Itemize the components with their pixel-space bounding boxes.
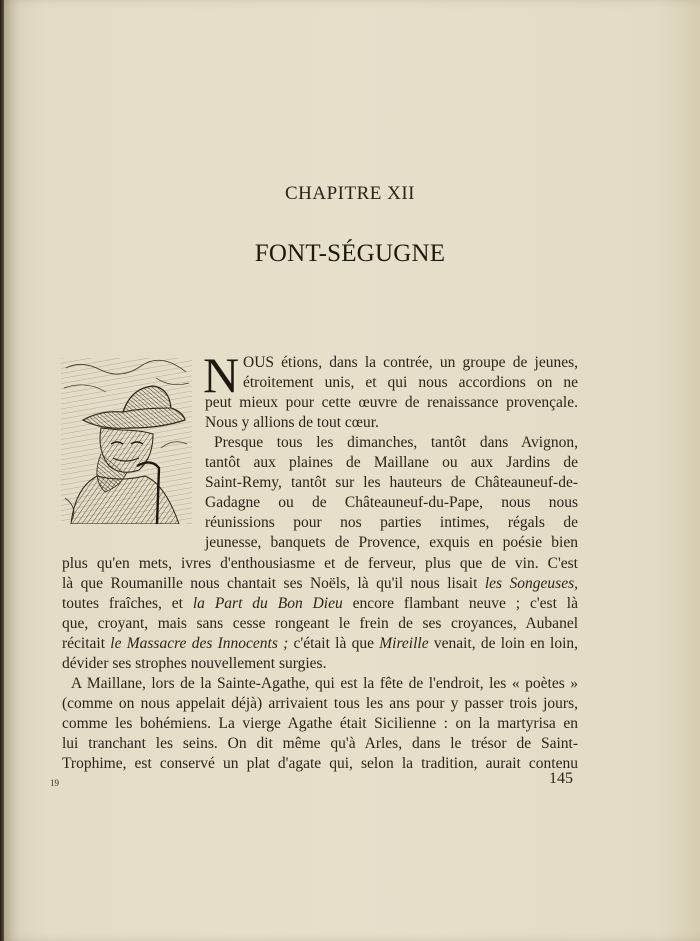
drop-cap-letter: N: [203, 347, 240, 403]
portrait-engraving: [61, 358, 192, 524]
text-line: Nous y allions de tout cœur.: [205, 414, 379, 431]
page-number: 145: [549, 770, 573, 787]
engraving-drawing: [61, 358, 192, 524]
text-line: que, croyant, mais sans cesse rongeant le frein de ses croyances, Aubanel: [62, 615, 578, 632]
text-line: étroitement unis, et qui nous accordions on ne: [243, 374, 578, 391]
text-line: toutes fraîches, et la Part du Bon Dieu encore flambant neuve ; c'est là: [62, 595, 578, 612]
chapter-label: CHAPITRE XII: [284, 183, 416, 204]
text-line: récitait le Massacre des Innocents ; c'était là que Mireille venait, de loin en loin,: [62, 635, 579, 652]
text-line: réunissions pour nos parties intimes, régals de: [205, 514, 578, 531]
text-line: A Maillane, lors de la Sainte-Agathe, qui est la fête de l'endroit, les « poètes »: [71, 675, 578, 692]
text-line: jeunesse, banquets de Provence, exquis en poésie bien: [205, 534, 578, 551]
text-line: Presque tous les dimanches, tantôt dans Avignon,: [214, 434, 578, 451]
text-line: Trophime, est conservé un plat d'agate qui, selon la tradition, aurait contenu: [62, 755, 578, 772]
text-line: comme les bohémiens. La vierge Agathe était Sicilienne : on la martyrisa en: [62, 715, 578, 732]
text-line: tantôt aux plaines de Maillane ou aux Jardins de: [205, 454, 578, 471]
text-line: (comme on nous appelait déjà) arrivaient tous les ans pour y passer trois jours,: [62, 695, 578, 712]
text-line: peut mieux pour cette œuvre de renaissance provençale.: [205, 394, 578, 411]
text-line: là que Roumanille nous chantait ses Noëls, là qu'il nous lisait les Songeuses,: [62, 575, 578, 592]
signature-mark: 19: [50, 778, 59, 788]
chapter-title: FONT-SÉGUGNE: [254, 240, 446, 267]
text-line: Gadagne ou de Châteauneuf-du-Pape, nous nous: [205, 494, 578, 511]
text-line: OUS étions, dans la contrée, un groupe de jeunes,: [243, 354, 578, 371]
text-line: plus qu'en mets, ivres d'enthousiasme et de ferveur, plus que de vin. C'est: [62, 555, 578, 572]
text-line: Saint-Remy, tantôt sur les hauteurs de Châteauneuf-de-: [205, 474, 578, 491]
text-line: dévider ses strophes nouvellement surgies.: [62, 655, 327, 672]
text-line: lui tranchant les seins. On dit même qu'à Arles, dans le trésor de Saint-: [62, 735, 578, 752]
